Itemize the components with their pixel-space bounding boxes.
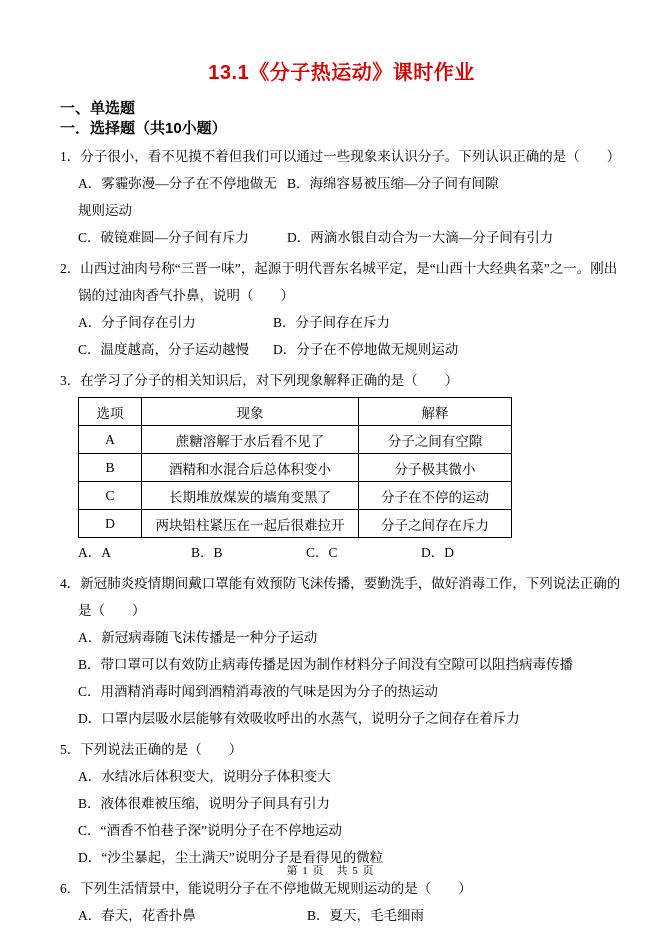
question-5-option-b: B．液体很难被压缩，说明分子间具有引力 — [78, 796, 331, 811]
question-4-option-d: D．口罩内层吸水层能够有效吸收呼出的水蒸气，说明分子之间存在着斥力 — [78, 711, 520, 726]
question-3-option-d: D．D — [421, 545, 454, 560]
question-5-option-d: D．“沙尘暴起，尘土满天”说明分子是看得见的微粒 — [78, 850, 384, 865]
table-cell-explanation: 分子之间有空隙 — [359, 426, 512, 454]
question-6-number: 6． — [60, 881, 81, 896]
question-3-option-a: A．A — [78, 545, 111, 560]
table-row — [79, 510, 512, 538]
table-row — [79, 426, 512, 454]
question-5-stem — [60, 736, 623, 763]
question-1-option-c: C．破镜难圆—分子间有斥力 — [78, 230, 250, 245]
table-cell-option: A — [79, 426, 142, 454]
question-3-number: 3． — [60, 373, 81, 388]
question-3-options — [78, 539, 623, 566]
table-header-option: 选项 — [79, 398, 142, 426]
question-3 — [60, 367, 623, 566]
question-1-options — [78, 170, 623, 251]
table-cell-explanation: 分子在不停的运动 — [359, 482, 512, 510]
question-4-stem — [60, 570, 623, 624]
question-2-options — [78, 309, 623, 363]
table-cell-explanation: 分子极其微小 — [359, 454, 512, 482]
table-cell-phenomenon: 长期堆放煤炭的墙角变黑了 — [142, 482, 359, 510]
question-6-options — [78, 902, 623, 929]
table-cell-phenomenon: 蔗糖溶解于水后看不见了 — [142, 426, 359, 454]
question-1 — [60, 143, 623, 251]
table-header-explanation: 解释 — [359, 398, 512, 426]
question-1-option-b: B．海绵容易被压缩—分子间有间隙 — [287, 176, 499, 191]
question-1-number: 1． — [60, 149, 81, 164]
table-cell-option: D — [79, 510, 142, 538]
page-title: 13.1《分子热运动》课时作业 — [208, 62, 475, 84]
question-3-stem — [60, 367, 623, 394]
question-4-number: 4． — [60, 576, 81, 591]
table-cell-phenomenon: 酒精和水混合后总体积变小 — [142, 454, 359, 482]
question-5-option-c: C．“酒香不怕巷子深”说明分子在不停地运动 — [78, 823, 342, 838]
question-2-option-b: B．分子间存在斥力 — [273, 315, 391, 330]
question-6-stem — [60, 875, 623, 902]
question-4-text: 新冠肺炎疫情期间戴口罩能有效预防飞沫传播，要勤洗手，做好消毒工作，下列说法正确的是（ ） — [78, 576, 621, 618]
question-2-stem — [60, 255, 623, 309]
phenomena-table — [78, 397, 512, 538]
question-4-option-c: C．用酒精消毒时闻到酒精消毒液的气味是因为分子的热运动 — [78, 684, 439, 699]
question-4-option-b: B．带口罩可以有效防止病毒传播是因为制作材料分子间没有空隙可以阻挡病毒传播 — [78, 657, 574, 672]
table-row — [79, 482, 512, 510]
table-header-row — [79, 398, 512, 426]
question-5-text: 下列说法正确的是（ ） — [80, 742, 243, 757]
question-3-option-c: C．C — [306, 545, 338, 560]
question-1-option-d: D．两滴水银自动合为一大滴—分子间有引力 — [287, 230, 554, 245]
question-3-text: 在学习了分子的相关知识后，对下列现象解释正确的是（ ） — [80, 373, 459, 388]
question-5-number: 5． — [60, 742, 81, 757]
question-6-option-a: A．春天，花香扑鼻 — [78, 908, 196, 923]
question-1-option-a: A．雾霾弥漫—分子在不停地做无规则运动 — [78, 176, 277, 218]
table-cell-option: B — [79, 454, 142, 482]
page-footer: 第 1 页 共 5 页 — [286, 865, 375, 877]
question-1-stem — [60, 143, 623, 170]
question-2-option-d: D．分子在不停地做无规则运动 — [273, 342, 459, 357]
question-6-text: 下列生活情景中，能说明分子在不停地做无规则运动的是（ ） — [80, 881, 472, 896]
question-5-option-a: A．水结冰后体积变大，说明分子体积变大 — [78, 769, 331, 784]
table-cell-option: C — [79, 482, 142, 510]
section-heading-main: 一、单选题 — [60, 100, 136, 117]
question-2-option-c: C．温度越高，分子运动越慢 — [78, 342, 250, 357]
question-1-text: 分子很小，看不见摸不着但我们可以通过一些现象来认识分子。下列认识正确的是（ ） — [80, 149, 621, 164]
question-6-option-b: B．夏天，毛毛细雨 — [307, 908, 425, 923]
table-header-phenomenon: 现象 — [142, 398, 359, 426]
table-cell-phenomenon: 两块铅柱紧压在一起后很难拉开 — [142, 510, 359, 538]
question-4-option-a: A．新冠病毒随飞沫传播是一种分子运动 — [78, 630, 318, 645]
table-row — [79, 454, 512, 482]
question-2-text: 山西过油肉号称“三晋一味”，起源于明代晋东名城平定，是“山西十大经典名菜”之一。刚出锅的过油肉香气扑鼻，说明（ ） — [78, 261, 618, 303]
question-2 — [60, 255, 623, 363]
question-2-option-a: A．分子间存在引力 — [78, 315, 196, 330]
section-heading-sub: 一．选择题（共10小题） — [60, 120, 227, 137]
question-5 — [60, 736, 623, 871]
table-cell-explanation: 分子之间存在斥力 — [359, 510, 512, 538]
question-6 — [60, 875, 623, 929]
question-2-number: 2． — [60, 261, 81, 276]
question-3-option-b: B．B — [191, 545, 223, 560]
question-4 — [60, 570, 623, 732]
